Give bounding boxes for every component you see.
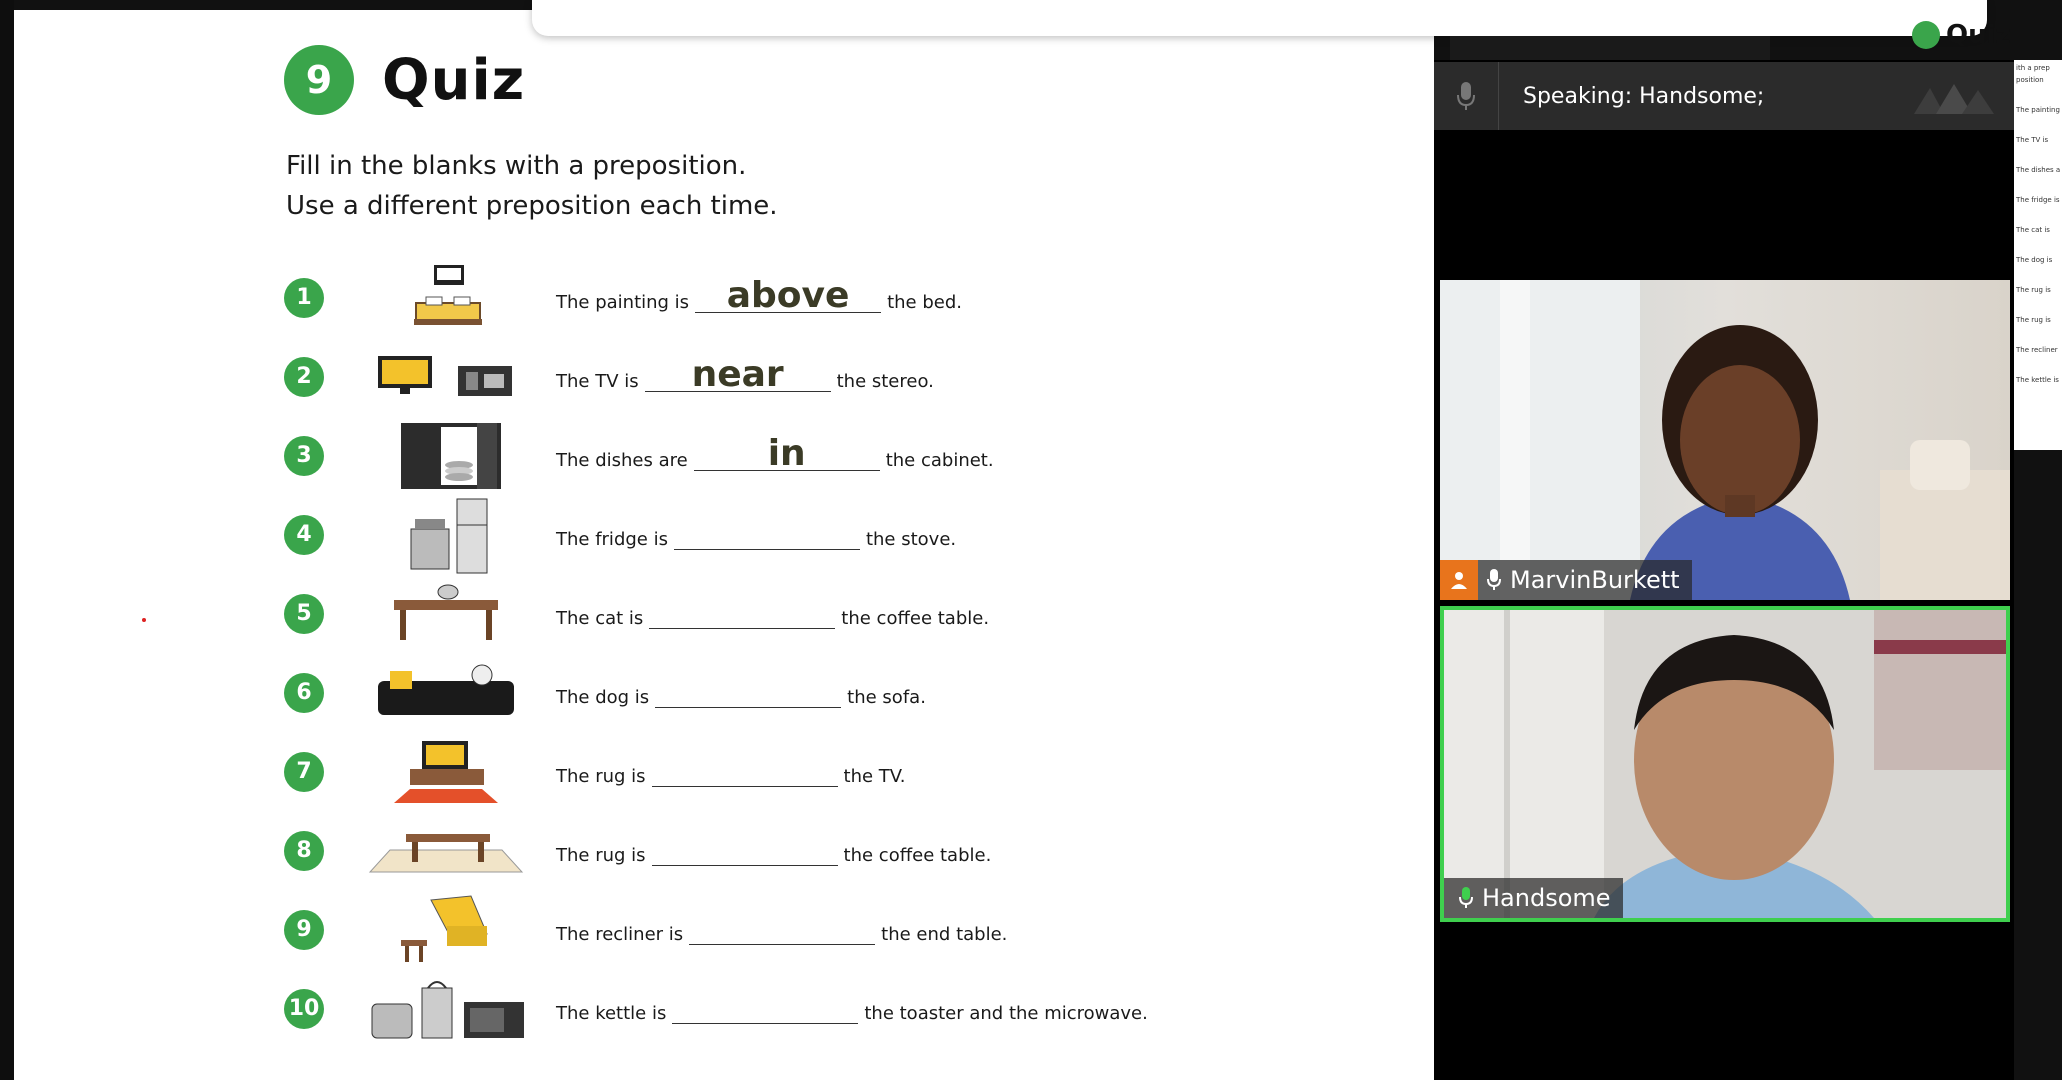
question-suffix: the coffee table. xyxy=(843,845,992,866)
question-suffix: the sofa. xyxy=(847,687,926,708)
video-tile-marvin[interactable] xyxy=(1440,280,2010,600)
question-number: 2 xyxy=(284,357,324,397)
answer-blank[interactable] xyxy=(649,598,835,629)
host-icon xyxy=(1440,560,1478,600)
thumbnail-line: The fridge is xyxy=(2016,196,2060,204)
question-sentence xyxy=(556,598,989,629)
question-sentence xyxy=(556,756,906,787)
question-number: 7 xyxy=(284,752,324,792)
question-suffix: the TV. xyxy=(843,766,906,787)
answer-text: above xyxy=(726,275,850,316)
thumbnail-line: position xyxy=(2016,76,2044,84)
question-sentence xyxy=(556,433,994,474)
question-number: 6 xyxy=(284,673,324,713)
question-row xyxy=(284,574,1384,653)
question-prefix: The dishes are xyxy=(556,450,688,471)
question-sentence xyxy=(556,914,1007,945)
document-thumbnail[interactable] xyxy=(2014,60,2062,450)
question-suffix: the toaster and the microwave. xyxy=(864,1003,1148,1024)
cat-table-icon xyxy=(360,579,532,649)
thumbnail-line: The rug is xyxy=(2016,286,2051,294)
shared-document xyxy=(14,10,1434,1080)
participant-name: MarvinBurkett xyxy=(1510,566,1680,594)
logo-icon xyxy=(1914,80,1994,114)
answer-blank[interactable] xyxy=(672,993,858,1024)
speaking-bar xyxy=(1434,62,2014,130)
question-sentence xyxy=(556,835,991,866)
mic-button[interactable] xyxy=(1434,62,1499,130)
question-row xyxy=(284,732,1384,811)
question-number: 9 xyxy=(284,910,324,950)
question-sentence xyxy=(556,354,934,395)
question-number: 10 xyxy=(284,989,324,1029)
question-number: 8 xyxy=(284,831,324,871)
cabinet-dishes-icon xyxy=(360,421,532,491)
thumbnail-line: The dog is xyxy=(2016,256,2053,264)
question-row xyxy=(284,969,1384,1048)
microphone-icon xyxy=(1478,560,1510,600)
question-suffix: the stove. xyxy=(865,529,957,550)
kettle-toaster-icon xyxy=(360,974,532,1044)
rug-tv-icon xyxy=(360,737,532,807)
thumbnail-line: The TV is xyxy=(2016,136,2049,144)
question-row xyxy=(284,416,1384,495)
quiz-number-badge: 9 xyxy=(284,45,354,115)
answer-blank[interactable] xyxy=(655,677,841,708)
question-prefix: The fridge is xyxy=(556,529,668,550)
question-suffix: the stereo. xyxy=(836,371,934,392)
participant-name: Handsome xyxy=(1482,884,1611,912)
question-list xyxy=(284,258,1384,1048)
share-toolbar[interactable] xyxy=(532,0,1987,36)
question-row xyxy=(284,653,1384,732)
thumbnail-title xyxy=(1912,20,2011,50)
dog-sofa-icon xyxy=(360,658,532,728)
question-number: 4 xyxy=(284,515,324,555)
speaking-label: Speaking: Handsome; xyxy=(1523,83,1765,109)
question-prefix: The kettle is xyxy=(556,1003,667,1024)
quiz-title: Quiz xyxy=(382,47,526,113)
question-prefix: The TV is xyxy=(556,371,639,392)
question-sentence xyxy=(556,677,926,708)
question-row xyxy=(284,890,1384,969)
thumbnail-line: The recliner xyxy=(2016,346,2058,354)
left-window-edge xyxy=(0,0,14,1080)
question-prefix: The cat is xyxy=(556,608,644,629)
answer-blank[interactable] xyxy=(652,835,838,866)
question-prefix: The rug is xyxy=(556,766,646,787)
question-number: 3 xyxy=(284,436,324,476)
thumbnail-title-text: Quiz xyxy=(1946,20,2011,50)
quiz-instructions xyxy=(286,146,778,226)
cursor-dot xyxy=(142,618,146,622)
answer-blank[interactable] xyxy=(694,433,880,474)
participant-name-tag xyxy=(1444,878,1623,918)
fridge-stove-icon xyxy=(360,500,532,570)
participant-name-tag xyxy=(1440,560,1692,600)
question-sentence xyxy=(556,275,962,316)
participant-video xyxy=(1440,280,2010,600)
question-prefix: The rug is xyxy=(556,845,646,866)
instruction-line-2: Use a different preposition each time. xyxy=(286,191,778,221)
question-number: 5 xyxy=(284,594,324,634)
participant-video xyxy=(1444,610,2006,918)
thumbnail-line: The painting xyxy=(2016,106,2060,114)
question-prefix: The painting is xyxy=(556,292,690,313)
thumbnail-line: The dishes a xyxy=(2016,166,2061,174)
thumbnail-line: The kettle is xyxy=(2016,376,2059,384)
question-suffix: the bed. xyxy=(887,292,962,313)
thumbnail-line: ith a prep xyxy=(2016,64,2050,72)
question-row xyxy=(284,811,1384,890)
tv-stereo-icon xyxy=(360,342,532,412)
video-tile-handsome[interactable] xyxy=(1440,606,2010,922)
rug-table-icon xyxy=(360,816,532,886)
answer-blank[interactable] xyxy=(652,756,838,787)
thumbnail-line: The rug is xyxy=(2016,316,2051,324)
microphone-icon xyxy=(1450,878,1482,918)
answer-blank[interactable] xyxy=(645,354,831,395)
answer-blank[interactable] xyxy=(689,914,875,945)
thumbnail-badge xyxy=(1912,21,1940,49)
bed-painting-icon xyxy=(360,263,532,333)
microphone-icon xyxy=(1456,81,1476,111)
answer-text: near xyxy=(691,354,784,395)
question-row xyxy=(284,337,1384,416)
answer-blank[interactable] xyxy=(674,519,860,550)
answer-blank[interactable] xyxy=(695,275,881,316)
question-sentence xyxy=(556,993,1148,1024)
question-prefix: The dog is xyxy=(556,687,650,708)
answer-text: in xyxy=(767,433,806,474)
question-row xyxy=(284,258,1384,337)
question-suffix: the cabinet. xyxy=(885,450,994,471)
recliner-icon xyxy=(360,895,532,965)
instruction-line-1: Fill in the blanks with a preposition. xyxy=(286,151,747,181)
question-prefix: The recliner is xyxy=(556,924,684,945)
question-suffix: the end table. xyxy=(881,924,1008,945)
question-row xyxy=(284,495,1384,574)
question-sentence xyxy=(556,519,956,550)
question-number: 1 xyxy=(284,278,324,318)
question-suffix: the coffee table. xyxy=(841,608,990,629)
quiz-header xyxy=(284,40,525,120)
thumbnail-line: The cat is xyxy=(2016,226,2050,234)
panel-tabs xyxy=(1450,36,1770,62)
